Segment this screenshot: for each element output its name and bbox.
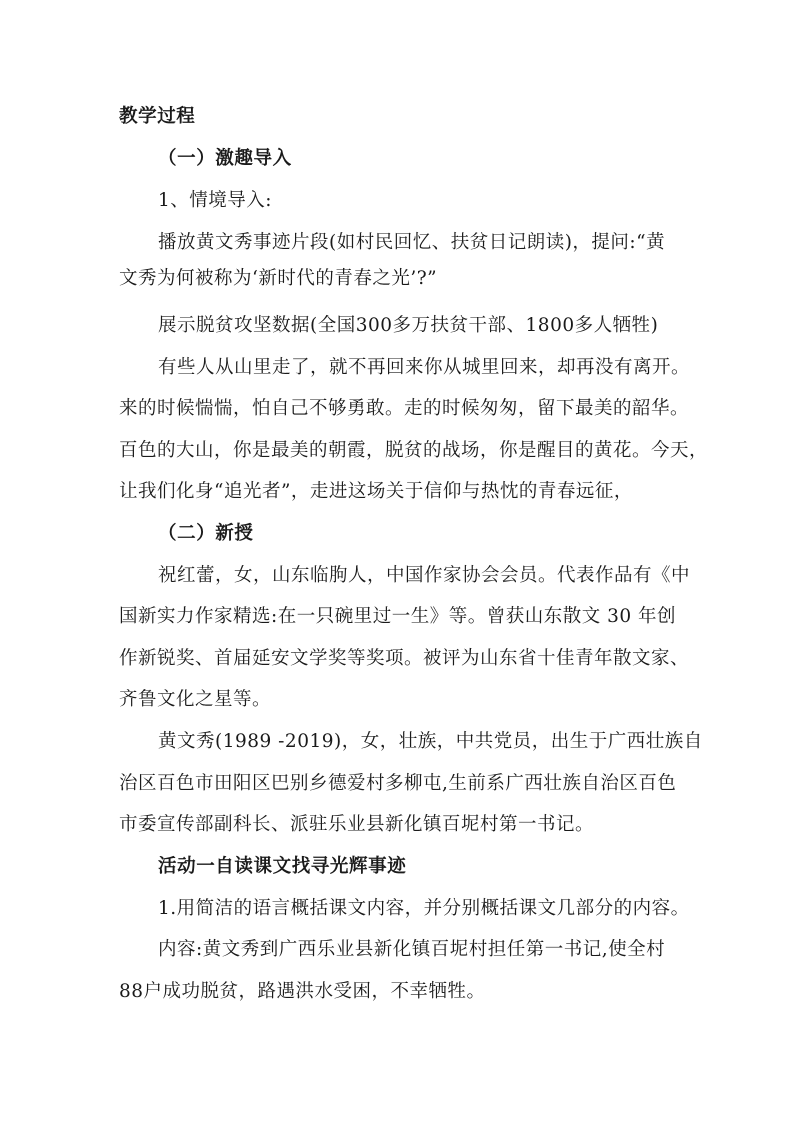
answer-line: 内容:黄文秀到广西乐业县新化镇百坭村担任第一书记,使全村 [158, 939, 666, 960]
paragraph-line: 治区百色市田阳区巴别乡德爱村多柳屯,生前系广西壮族自治区百色 [119, 773, 677, 794]
paragraph-line: 播放黄文秀事迹片段(如村民回忆、扶贫日记朗读)，提问:“黄 [158, 232, 666, 253]
activity-heading: 活动一自读课文找寻光辉事迹 [158, 856, 407, 877]
paragraph-line: 展示脱贫攻坚数据(全国300多万扶贫干部、1800多人牺牲) [158, 315, 659, 336]
paragraph-line: 国新实力作家精选:在一只碗里过一生》等。曾获山东散文 30 年创 [119, 606, 677, 627]
heading-warmup: （一）激趣导入 [158, 148, 292, 169]
paragraph-line: 文秀为何被称为‘新时代的青春之光’?” [119, 268, 438, 289]
paragraph-line: 黄文秀(1989 -2019)，女，壮族，中共党员，出生于广西壮族自 [158, 731, 703, 752]
paragraph-line: 齐鲁文化之星等。 [119, 689, 272, 710]
section-title: 教学过程 [119, 106, 196, 127]
question-line: 1.用简洁的语言概括课文内容，并分别概括课文几部分的内容。 [158, 898, 690, 919]
paragraph-line: 让我们化身“追光者”，走进这场关于信仰与热忱的青春远征， [119, 481, 633, 502]
answer-line: 88户成功脱贫，路遇洪水受困，不幸牺牲。 [119, 981, 486, 1002]
paragraph-line: 来的时候惴惴，怕自己不够勇敢。走的时候匆匆，留下最美的韶华。 [119, 398, 690, 419]
item-scenario-intro: 1、情境导入: [158, 190, 273, 211]
paragraph-line: 有些人从山里走了，就不再回来你从城里回来，却再没有离开。 [158, 357, 691, 378]
paragraph-line: 市委宣传部副科长、派驻乐业县新化镇百坭村第一书记。 [119, 814, 595, 835]
paragraph-line: 祝红蕾，女，山东临朐人，中国作家协会会员。代表作品有《中 [158, 565, 691, 586]
paragraph-line: 百色的大山，你是最美的朝霞，脱贫的战场，你是醒目的黄花。今天， [119, 440, 709, 461]
heading-new-lesson: （二）新授 [158, 523, 254, 544]
paragraph-line: 作新锐奖、首届延安文学奖等奖项。被评为山东省十佳青年散文家、 [119, 648, 690, 669]
